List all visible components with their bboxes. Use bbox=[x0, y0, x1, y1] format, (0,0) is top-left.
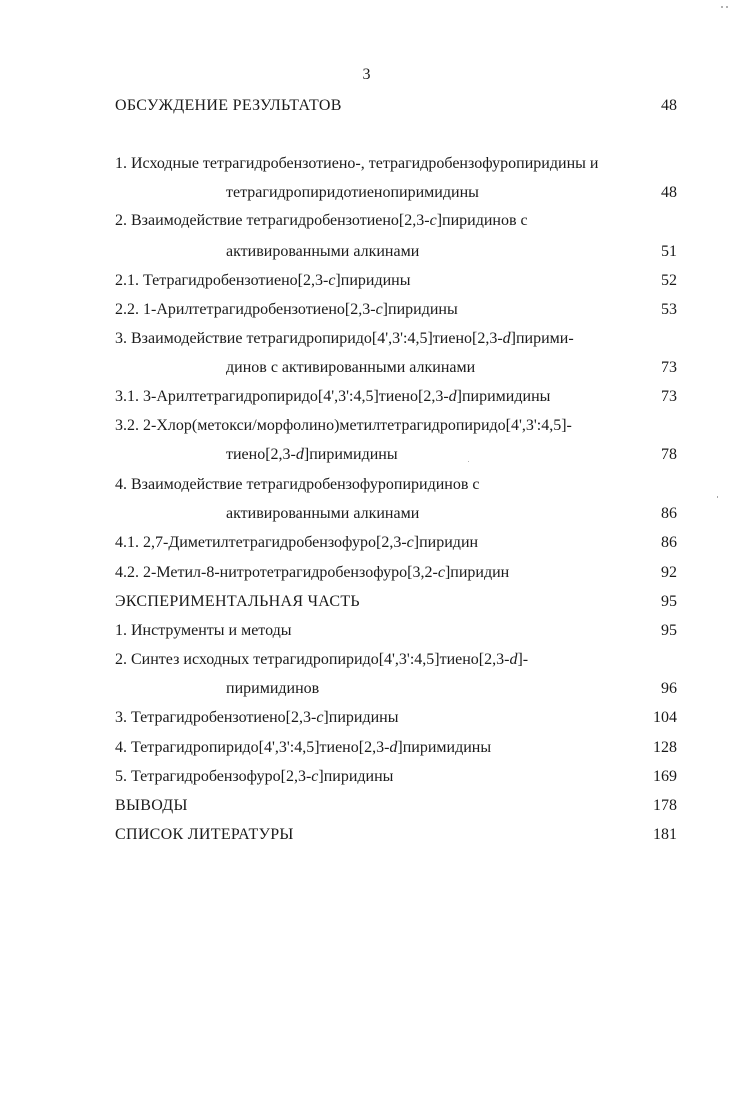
toc-page-number: 169 bbox=[653, 768, 677, 785]
toc-entry-text: 2. Взаимодействие тетрагидробензотиено[2,3-c]пиридинов с bbox=[115, 212, 528, 229]
scan-speck bbox=[726, 6, 728, 8]
toc-page-number: 95 bbox=[661, 622, 677, 639]
toc-heading-text: ЭКСПЕРИМЕНТАЛЬНАЯ ЧАСТЬ bbox=[115, 593, 360, 610]
toc-entry-text: пиримидинов bbox=[226, 680, 320, 697]
toc-entry-4-2 bbox=[0, 561, 733, 585]
toc-entry-references bbox=[0, 823, 733, 847]
toc-entry-text: 2.1. Тетрагидробензотиено[2,3-c]пиридины bbox=[115, 272, 411, 289]
toc-entry-2-line2 bbox=[0, 240, 733, 264]
toc-page-number: 92 bbox=[661, 564, 677, 581]
scan-speck bbox=[468, 461, 469, 462]
toc-entry-text: 3. Тетрагидробензотиено[2,3-c]пиридины bbox=[115, 709, 399, 726]
toc-entry-text: 3.2. 2-Хлор(метокси/морфолино)метилтетрагидропиридо[4',3':4,5]- bbox=[115, 417, 572, 434]
toc-page-number: 128 bbox=[653, 739, 677, 756]
toc-heading-text: СПИСОК ЛИТЕРАТУРЫ bbox=[115, 826, 294, 843]
toc-page-number: 86 bbox=[661, 534, 677, 551]
toc-entry-text: 1. Исходные тетрагидробензотиено-, тетрагидробензофуропиридины и bbox=[115, 155, 599, 172]
toc-entry-experimental bbox=[0, 590, 733, 614]
toc-page-number: 104 bbox=[653, 709, 677, 726]
toc-entry-exp-4 bbox=[0, 736, 733, 760]
toc-entry-exp-2-line1 bbox=[0, 648, 733, 672]
toc-entry-text: 3. Взаимодействие тетрагидропиридо[4',3':4,5]тиено[2,3-d]пирими- bbox=[115, 330, 574, 347]
toc-page-number: 48 bbox=[661, 97, 677, 114]
toc-entry-text: активированными алкинами bbox=[226, 505, 420, 522]
toc-entry-exp-5 bbox=[0, 765, 733, 789]
toc-heading-text: ОБСУЖДЕНИЕ РЕЗУЛЬТАТОВ bbox=[115, 97, 342, 114]
toc-entry-3-line2 bbox=[0, 356, 733, 380]
toc-entry-text: тиено[2,3-d]пиримидины bbox=[226, 446, 398, 463]
toc-entry-text: 2.2. 1-Арилтетрагидробензотиено[2,3-c]пиридины bbox=[115, 301, 458, 318]
toc-entry-2-line1 bbox=[0, 209, 733, 233]
toc-entry-discussion bbox=[0, 94, 733, 118]
toc-page-number: 73 bbox=[661, 359, 677, 376]
scan-speck bbox=[721, 6, 723, 8]
toc-page-number: 73 bbox=[661, 388, 677, 405]
toc-page-number: 51 bbox=[661, 243, 677, 260]
toc-entry-4-line1 bbox=[0, 473, 733, 497]
toc-entry-1-line2 bbox=[0, 181, 733, 205]
toc-entry-exp-3 bbox=[0, 706, 733, 730]
toc-entry-3-1 bbox=[0, 385, 733, 409]
toc-entry-conclusions bbox=[0, 794, 733, 818]
toc-page-number: 78 bbox=[661, 446, 677, 463]
toc-entry-text: 2. Синтез исходных тетрагидропиридо[4',3':4,5]тиено[2,3-d]- bbox=[115, 651, 529, 668]
toc-page-number: 86 bbox=[661, 505, 677, 522]
toc-entry-text: 4. Взаимодействие тетрагидробензофуропиридинов с bbox=[115, 476, 480, 493]
toc-page-number: 181 bbox=[653, 826, 677, 843]
toc-entry-exp-1 bbox=[0, 619, 733, 643]
toc-page-number: 95 bbox=[661, 593, 677, 610]
toc-entry-text: 1. Инструменты и методы bbox=[115, 622, 292, 639]
toc-entry-text: тетрагидропиридотиенопиримидины bbox=[226, 184, 479, 201]
toc-page-number: 52 bbox=[661, 272, 677, 289]
toc-entry-4-line2 bbox=[0, 502, 733, 526]
toc-entry-3-2-line2 bbox=[0, 443, 733, 467]
toc-entry-text: 4.1. 2,7-Диметилтетрагидробензофуро[2,3-c]пиридин bbox=[115, 534, 479, 551]
toc-page-number: 96 bbox=[661, 680, 677, 697]
toc-page-number: 53 bbox=[661, 301, 677, 318]
toc-entry-text: 4.2. 2-Метил-8-нитротетрагидробензофуро[3,2-c]пиридин bbox=[115, 564, 510, 581]
toc-entry-text: активированными алкинами bbox=[226, 243, 420, 260]
toc-entry-text: динов с активированными алкинами bbox=[226, 359, 476, 376]
toc-entry-2-1 bbox=[0, 269, 733, 293]
toc-entry-1-line1 bbox=[0, 152, 733, 176]
page-number: 3 bbox=[362, 66, 371, 83]
scan-speck bbox=[717, 496, 718, 498]
toc-entry-3-line1 bbox=[0, 327, 733, 351]
toc-page-number: 178 bbox=[653, 797, 677, 814]
toc-entry-text: 4. Тетрагидропиридо[4',3':4,5]тиено[2,3-d]пиримидины bbox=[115, 739, 492, 756]
toc-heading-text: ВЫВОДЫ bbox=[115, 797, 188, 814]
toc-entry-3-2-line1 bbox=[0, 414, 733, 438]
toc-entry-text: 3.1. 3-Арилтетрагидропиридо[4',3':4,5]тиено[2,3-d]пиримидины bbox=[115, 388, 551, 405]
toc-entry-exp-2-line2 bbox=[0, 677, 733, 701]
toc-page-number: 48 bbox=[661, 184, 677, 201]
toc-entry-2-2 bbox=[0, 298, 733, 322]
toc-entry-text: 5. Тетрагидробензофуро[2,3-c]пиридины bbox=[115, 768, 394, 785]
toc-entry-4-1 bbox=[0, 531, 733, 555]
